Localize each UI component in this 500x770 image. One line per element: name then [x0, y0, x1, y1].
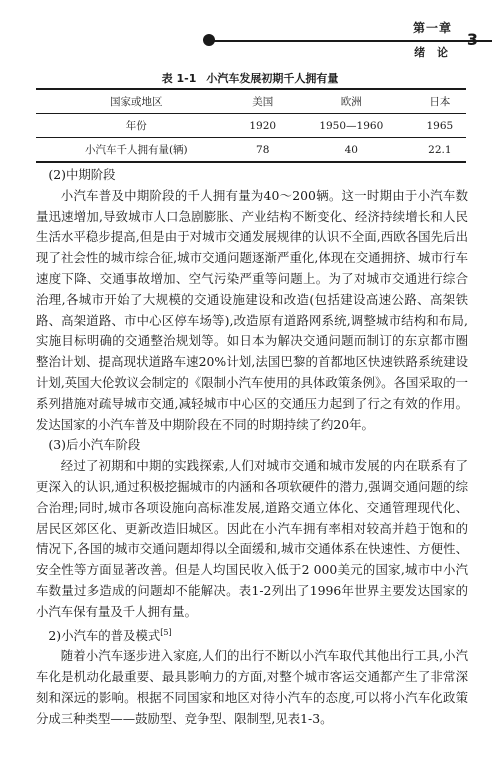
page-number: 3	[466, 30, 478, 49]
section-heading-post-car-stage: (3)后小汽车阶段	[48, 437, 141, 453]
paragraph-middle-stage: 小汽车普及中期阶段的千人拥有量为40～200辆。这一时期由于小汽车数量迅速增加,导致城市人口急剧膨胀、产业结构不断变化、经济持续增长和人民生活水平稳步提高,但是由于对城市交通发展规律的认识不全面,西欧各国先后出现了社会性的城市综合征,城市交通问题逐渐严重化,体现在交通拥挤、城市行车速度下降、交通事故增加、空气污染严重等问题上。为了对城市交通进行综合治理,各城市开始了大规模的交通设施建设和改造(包括建设高速公路、高架铁路、高架道路、市中心区停车场等),改造原有道路网系统,调整城市结构和布局,实施目标明确的交通整治规划等。如日本为解决交通问题而制订的东京都市圈整治计划、提高现状道路车速20%计划,法国巴黎的首都地区快速铁路系统建设计划,英国大伦敦议会制定的《限制小汽车使用的具体政策条例》。各国采取的一系列措施对疏导城市交通,减轻城市中心区的交通压力起到了行之有效的作用。发达国家的小汽车普及中期阶段在不同的时期持续了约20年。	[36, 187, 468, 432]
section-heading-adoption-modes	[36, 623, 468, 647]
table-cell: 小汽车千人拥有量(辆)	[36, 138, 237, 163]
table-row	[36, 138, 466, 163]
header-cell: 日本	[414, 89, 466, 114]
paragraph-post-car-stage: 经过了初期和中期的实践探索,人们对城市交通和城市发展的内在联系有了更深入的认识,通过积极挖掘城市的内涵和各项软硬件的潜力,强调交通问题的综合治理;同时,城市各项设施向高标准发展,道路交通立体化、交通管理现代化、居民区郊区化、更新改造旧城区。因此在小汽车拥有率相对较高并趋于饱和的情况下,各国的城市交通问题却得以全面缓和,城市交通体系在快速性、方便性、安全性等方面显著改善。但是人均国民收入低于2 000美元的国家,城市中小汽车数量过多造成的问题却不能解决。表1-2列出了1996年世界主要发达国家的小汽车保有量及千人拥有量。	[36, 458, 468, 619]
header-cell: 国家或地区	[36, 89, 237, 114]
body-text	[36, 165, 468, 730]
reference-marker: [5]	[160, 627, 172, 637]
table-cell: 78	[237, 138, 289, 163]
section-heading-middle-stage: (2)中期阶段	[48, 167, 116, 182]
ownership-table	[36, 88, 466, 163]
table-cell: 1950—1960	[289, 114, 414, 138]
table-caption	[0, 70, 500, 86]
chapter-title: 绪 论	[414, 46, 452, 59]
header-cell: 欧洲	[289, 89, 414, 114]
table-row	[36, 114, 466, 138]
paragraph-adoption-modes: 随着小汽车逐步进入家庭,人们的出行不断以小汽车取代其他出行工具,小汽车化是机动化最重要、最具影响力的方面,对整个城市客运交通都产生了非常深刻和深远的影响。根据不同国家和地区对待小汽车的态度,可以将小汽车化政策分成三种类型——鼓励型、竞争型、限制型,见表1-3。	[36, 648, 468, 726]
table-title: 小汽车发展初期千人拥有量	[206, 72, 339, 85]
table-cell: 22.1	[414, 138, 466, 163]
heading-text: 2)小汽车的普及模式	[48, 627, 161, 643]
table-cell: 年份	[36, 114, 237, 138]
table-cell: 40	[289, 138, 414, 163]
table-number: 表 1-1	[161, 72, 197, 85]
chapter-label: 第一章	[412, 21, 452, 35]
page-header	[0, 0, 500, 59]
table-header-row	[36, 89, 466, 114]
table-cell: 1920	[237, 114, 289, 138]
header-rule	[210, 40, 492, 42]
table-cell: 1965	[414, 114, 466, 138]
header-cell: 美国	[237, 89, 289, 114]
